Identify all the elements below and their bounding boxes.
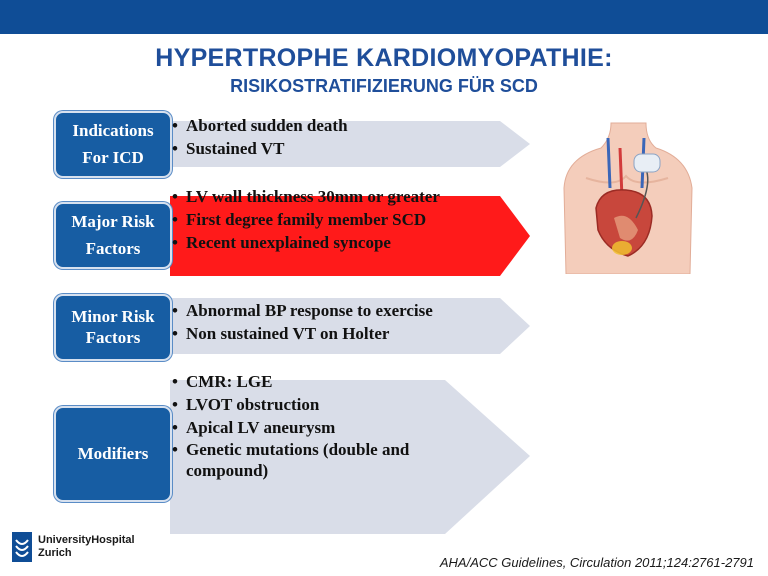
list-item: • Abnormal BP response to exercise — [170, 299, 433, 322]
citation: AHA/ACC Guidelines, Circulation 2011;124:2761-2791 — [439, 555, 754, 570]
bullets-indications — [170, 114, 348, 160]
list-item: • Genetic mutations (double and compound) — [170, 439, 470, 481]
list-item: • CMR: LGE — [170, 370, 470, 393]
label-major-risk-factors: Major Risk Factors — [54, 202, 172, 269]
label-modifiers: Modifiers — [54, 406, 172, 502]
list-item: • LVOT obstruction — [170, 393, 470, 416]
list-item: • Aborted sudden death — [170, 114, 348, 137]
bullets-major-risk — [170, 185, 440, 254]
logo-line2: Zurich — [38, 547, 72, 559]
list-item: • Apical LV aneurysm — [170, 416, 470, 439]
logo-line1: UniversityHospital — [38, 534, 135, 546]
label-minor-risk-factors: Minor Risk Factors — [54, 294, 172, 361]
bullets-minor-risk — [170, 299, 433, 345]
bullets-modifiers — [170, 370, 470, 481]
list-item: • First degree family member SCD — [170, 208, 440, 231]
slide-title: HYPERTROPHE KARDIOMYOPATHIE: — [155, 44, 613, 72]
list-item: • Sustained VT — [170, 137, 348, 160]
university-hospital-logo — [12, 532, 135, 562]
slide-subtitle: RISIKOSTRATIFIZIERUNG FÜR SCD — [230, 76, 538, 96]
list-item: • LV wall thickness 30mm or greater — [170, 185, 440, 208]
list-item: • Recent unexplained syncope — [170, 231, 440, 254]
top-banner — [0, 0, 768, 34]
list-item: • Non sustained VT on Holter — [170, 322, 433, 345]
icd-heart-illustration — [556, 118, 696, 274]
usz-emblem-icon — [12, 532, 32, 562]
label-indications-for-icd: Indications For ICD — [54, 111, 172, 178]
